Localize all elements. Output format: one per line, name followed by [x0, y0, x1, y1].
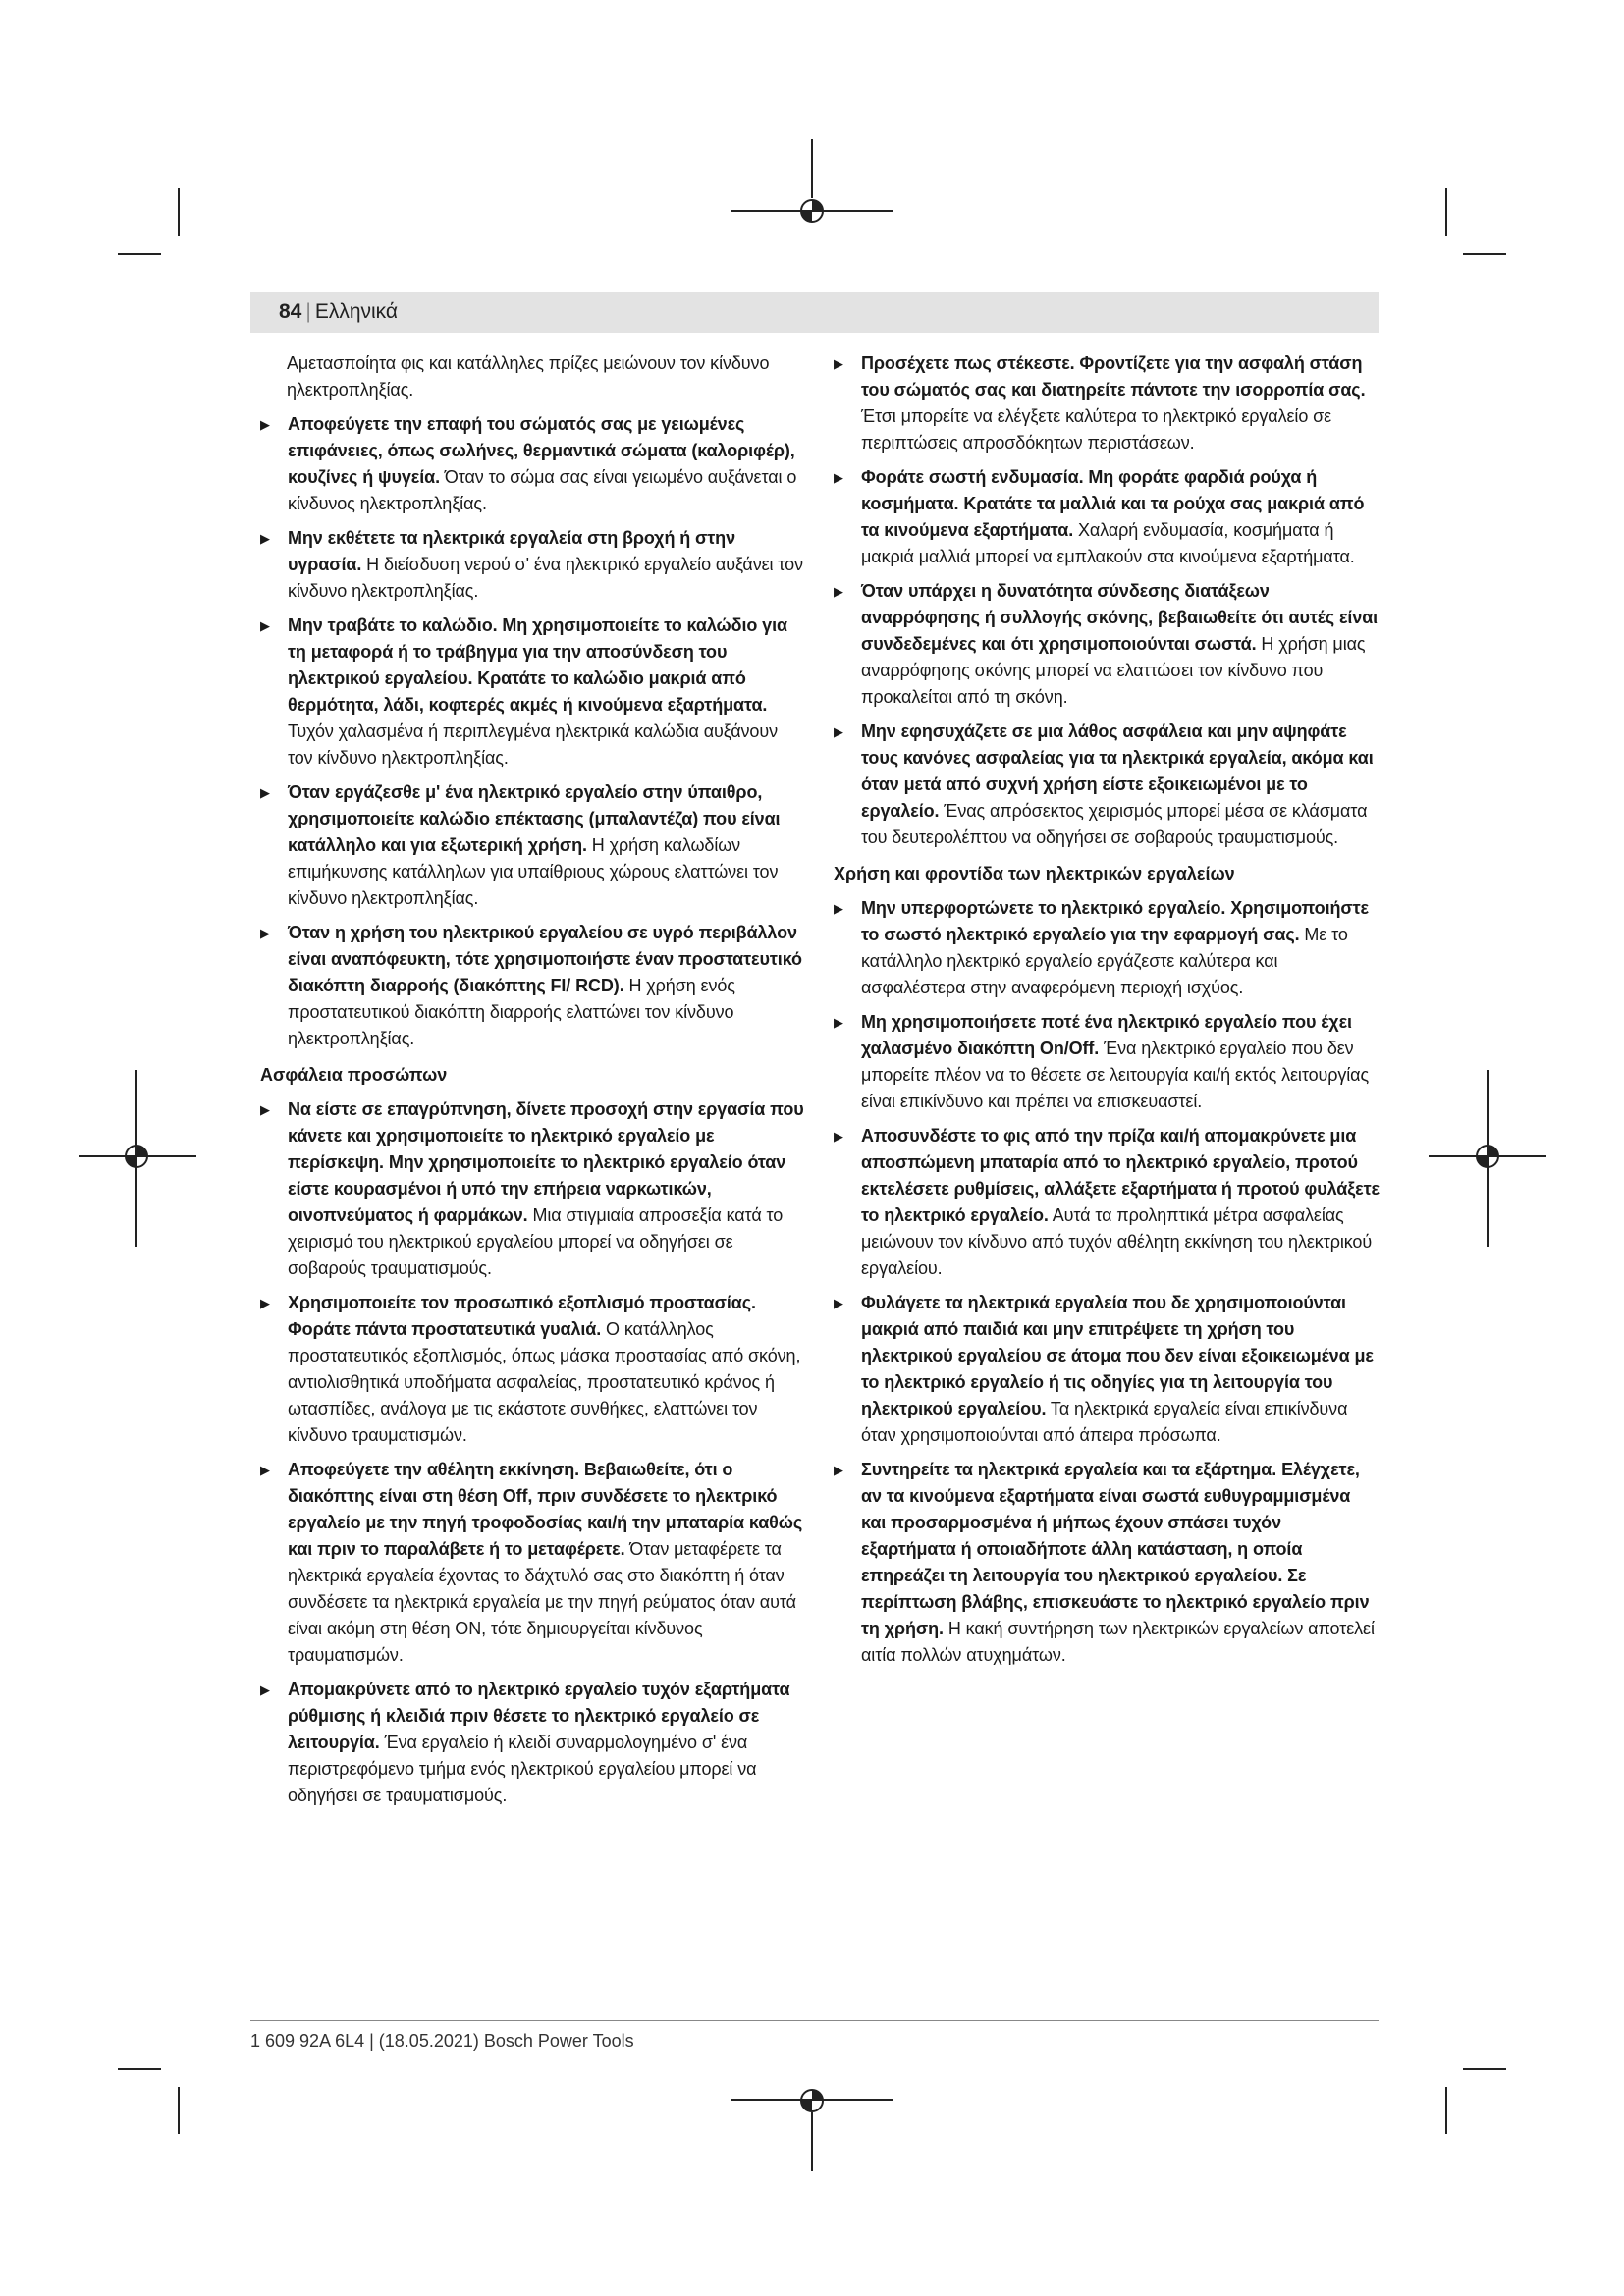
crop-mark	[118, 2068, 161, 2070]
item-bold: Μην εκθέτετε τα ηλεκτρικά εργαλεία στη βροχή ή στην υγρασία.	[288, 528, 735, 574]
bullet-arrow-icon: ▶	[834, 584, 843, 599]
item-text: Μια στιγμιαία απροσεξία κατά το χειρισμό του ηλεκτρικού εργαλείου μπορεί να οδηγήσει σε σοβαρούς τραυματισμούς.	[288, 1205, 784, 1278]
crop-mark	[1445, 2087, 1447, 2134]
header-separator: |	[305, 300, 311, 323]
list-item	[834, 719, 1380, 851]
bullet-arrow-icon: ▶	[834, 356, 843, 371]
bullet-arrow-icon: ▶	[260, 1102, 270, 1117]
bullet-arrow-icon: ▶	[260, 417, 270, 432]
item-bold: Μη χρησιμοποιήσετε ποτέ ένα ηλεκτρικό εργαλείο που έχει χαλασμένο διακόπτη On/Off.	[861, 1012, 1352, 1058]
item-bold: Αποσυνδέστε το φις από την πρίζα και/ή απομακρύνετε μια αποσπώμενη μπαταρία από το ηλεκτρικό εργαλείο, προτού εκτελέσετε ρυθμίσεις, αλλάξετε εξαρτήματα ή προτού φυλάξετε το ηλεκτρικό εργαλείο.	[861, 1126, 1380, 1225]
bullet-arrow-icon: ▶	[834, 901, 843, 916]
item-text: Τα ηλεκτρικά εργαλεία είναι επικίνδυνα όταν χρησιμοποιούνται από άπειρα πρόσωπα.	[861, 1399, 1348, 1445]
item-bold: Φοράτε σωστή ενδυμασία. Μη φοράτε φαρδιά ρούχα ή κοσμήματα. Κρατάτε τα μαλλιά και τα ρούχα σας μακριά από τα κινούμενα εξαρτήματα.	[861, 467, 1365, 540]
item-bold: Όταν η χρήση του ηλεκτρικού εργαλείου σε υγρό περιβάλλον είναι αναπόφευκτη, τότε χρησιμοποιήστε έναν προστατευτικό διακόπτη διαρροής (διακόπτης FI/ RCD).	[288, 923, 802, 995]
bullet-arrow-icon: ▶	[834, 724, 843, 739]
item-bold: Μην υπερφορτώνετε το ηλεκτρικό εργαλείο. Χρησιμοποιήστε το σωστό ηλεκτρικό εργαλείο για την εφαρμογή σας.	[861, 898, 1369, 944]
item-text: Η κακή συντήρηση των ηλεκτρικών εργαλείων αποτελεί αιτία πολλών ατυχημάτων.	[861, 1619, 1375, 1665]
bullet-arrow-icon: ▶	[834, 1129, 843, 1144]
item-bold: Συντηρείτε τα ηλεκτρικά εργαλεία και τα εξάρτημα. Ελέγχετε, αν τα κινούμενα εξαρτήματα είναι σωστά ευθυγραμμισμένα και προσαρμοσμένα ή μήπως έχουν σπάσει τυχόν εξαρτήματα ή οποιαδήποτε άλλη κατάσταση, η οποία επηρεάζει τη λειτουργία του ηλεκτρικού εργαλείου. Σε περίπτωση βλάβης, επισκευάστε το ηλεκτρικό εργαλείο πριν τη χρήση.	[861, 1460, 1370, 1638]
bullet-arrow-icon: ▶	[260, 618, 270, 633]
list-item	[260, 411, 806, 517]
crop-mark	[178, 2087, 180, 2134]
item-text: Τυχόν χαλασμένα ή περιπλεγμένα ηλεκτρικά καλώδια αυξάνουν τον κίνδυνο ηλεκτροπληξίας.	[288, 721, 778, 768]
bullet-arrow-icon: ▶	[260, 531, 270, 546]
item-text: Ο κατάλληλος προστατευτικός εξοπλισμός, όπως μάσκα προστασίας από σκόνη, αντιολισθητικά υποδήματα ασφαλείας, προστατευτικό κράνος ή ωτασπίδες, ανάλογα με τις εκάστοτε συνθήκες, ελαττώνει τον κίνδυνο τραυματισμών.	[288, 1319, 801, 1445]
item-text: Αυτά τα προληπτικά μέτρα ασφαλείας μειώνουν τον κίνδυνο από τυχόν αθέλητη εκκίνηση του ηλεκτρικού εργαλείου.	[861, 1205, 1373, 1278]
bullet-arrow-icon: ▶	[260, 926, 270, 940]
list-item	[260, 1677, 806, 1809]
item-text: Ένα ηλεκτρικό εργαλείο που δεν μπορείτε πλέον να το θέσετε σε λειτουργία και/ή εκτός λειτουργίας είναι επικίνδυνο και πρέπει να επισκευαστεί.	[861, 1039, 1370, 1111]
registration-line	[79, 1155, 196, 1157]
list-item	[834, 464, 1380, 570]
footer-rule	[250, 2020, 1379, 2021]
list-item	[834, 1123, 1380, 1282]
bullet-arrow-icon: ▶	[260, 1296, 270, 1310]
item-text: Η χρήση ενός προστατευτικού διακόπτη διαρροής ελαττώνει τον κίνδυνο ηλεκτροπληξίας.	[288, 976, 735, 1048]
list-item	[834, 895, 1380, 1001]
item-text: Χαλαρή ενδυμασία, κοσμήματα ή μακριά μαλλιά μπορεί να εμπλακούν στα κινούμενα εξαρτήματα.	[861, 520, 1355, 566]
list-item	[834, 1009, 1380, 1115]
item-bold: Όταν υπάρχει η δυνατότητα σύνδεσης διατάξεων αναρρόφησης ή συλλογής σκόνης, βεβαιωθείτε ότι αυτές είναι συνδεδεμένες και ότι χρησιμοποιούνται σωστά.	[861, 581, 1379, 654]
registration-line	[811, 2112, 813, 2171]
item-text: Έτσι μπορείτε να ελέγξετε καλύτερα το ηλεκτρικό εργαλείο σε περιπτώσεις απροσδόκητων περιστάσεων.	[861, 406, 1332, 453]
crop-mark	[178, 188, 180, 236]
page-footer: 1 609 92A 6L4 | (18.05.2021) Bosch Power Tools	[250, 2031, 634, 2051]
item-text: Η χρήση καλωδίων επιμήκυνσης κατάλληλων για υπαίθριους χώρους ελαττώνει τον κίνδυνο ηλεκτροπληξίας.	[288, 835, 779, 908]
intro-paragraph: Αμετασποίητα φις και κατάλληλες πρίζες μειώνουν τον κίνδυνο ηλεκτροπληξίας.	[287, 353, 770, 400]
list-item	[834, 578, 1380, 711]
crop-mark	[1445, 188, 1447, 236]
item-text: Όταν το σώμα σας είναι γειωμένο αυξάνεται ο κίνδυνος ηλεκτροπληξίας.	[288, 467, 797, 513]
list-item	[834, 350, 1380, 456]
page-header	[279, 297, 398, 327]
bullet-arrow-icon: ▶	[834, 470, 843, 485]
bullet-arrow-icon: ▶	[834, 1015, 843, 1030]
item-text: Με το κατάλληλο ηλεκτρικό εργαλείο εργάζεστε καλύτερα και ασφαλέστερα στην αναφερόμενη περιοχή ισχύος.	[861, 925, 1348, 997]
registration-line	[1487, 1070, 1489, 1247]
list-item	[260, 1096, 806, 1282]
registration-line	[1429, 1155, 1546, 1157]
crop-mark	[118, 253, 161, 255]
item-bold: Προσέχετε πως στέκεστε. Φροντίζετε για την ασφαλή στάση του σώματός σας και διατηρείτε πάντοτε την ισορροπία σας.	[861, 353, 1366, 400]
bullet-arrow-icon: ▶	[260, 1463, 270, 1477]
page-language: Ελληνικά	[314, 300, 399, 323]
list-item	[834, 1290, 1380, 1449]
bullet-arrow-icon: ▶	[260, 1682, 270, 1697]
item-text: Όταν μεταφέρετε τα ηλεκτρικά εργαλεία έχοντας το δάχτυλό σας στο διακόπτη ή όταν συνδέσετε τα ηλεκτρικά εργαλεία με την πηγή ρεύματος όταν αυτά είναι ακόμη στη θέση ON, τότε δημιουργείται κίνδυνος τραυματισμών.	[288, 1539, 796, 1665]
item-text: Η διείσδυση νερού σ' ένα ηλεκτρικό εργαλείο αυξάνει τον κίνδυνο ηλεκτροπληξίας.	[288, 555, 803, 601]
left-column	[260, 350, 806, 1817]
registration-mark-icon	[797, 2086, 827, 2115]
registration-line	[135, 1070, 137, 1247]
item-text: Ένας απρόσεκτος χειρισμός μπορεί μέσα σε κλάσματα του δευτερολέπτου να οδηγήσει σε σοβαρούς τραυματισμούς.	[861, 801, 1368, 847]
bullet-arrow-icon: ▶	[260, 785, 270, 800]
item-text: Ένα εργαλείο ή κλειδί συναρμολογημένο σ' ένα περιστρεφόμενο τμήμα ενός ηλεκτρικού εργαλείου μπορεί να οδηγήσει σε τραυματισμούς.	[288, 1733, 757, 1805]
item-bold: Χρησιμοποιείτε τον προσωπικό εξοπλισμό προστασίας. Φοράτε πάντα προστατευτικά γυαλιά.	[288, 1293, 756, 1339]
item-text: Η χρήση μιας αναρρόφησης σκόνης μπορεί να ελαττώσει τον κίνδυνο που προκαλείται από τη σκόνη.	[861, 634, 1366, 707]
item-bold: Να είστε σε επαγρύπνηση, δίνετε προσοχή στην εργασία που κάνετε και χρησιμοποιείτε το ηλεκτρικό εργαλείο με περίσκεψη. Μην χρησιμοποιείτε το ηλεκτρικό εργαλείο όταν είστε κουρασμένοι ή υπό την επήρεια ναρκωτικών, οινοπνεύματος ή φαρμάκων.	[288, 1099, 804, 1225]
list-item	[260, 525, 806, 605]
right-column	[834, 350, 1380, 1677]
item-bold: Μην εφησυχάζετε σε μια λάθος ασφάλεια και μην αψηφάτε τους κανόνες ασφαλείας για τα ηλεκτρικά εργαλεία, ακόμα και όταν μετά από συχνή χρήση είστε εξοικειωμένοι με το εργαλείο.	[861, 721, 1374, 821]
bullet-arrow-icon: ▶	[834, 1463, 843, 1477]
item-bold: Φυλάγετε τα ηλεκτρικά εργαλεία που δε χρησιμοποιούνται μακριά από παιδιά και μην επιτρέψετε τη χρήση του ηλεκτρικού εργαλείου σε άτομα που δεν είναι εξοικειωμένα με το ηλεκτρικό εργαλείο ή τις οδηγίες για τη λειτουργία του ηλεκτρικού εργαλείου.	[861, 1293, 1374, 1418]
page-header-bar	[250, 292, 1379, 333]
section-heading: Ασφάλεια προσώπων	[260, 1065, 448, 1085]
registration-line	[731, 210, 893, 212]
section-heading: Χρήση και φροντίδα των ηλεκτρικών εργαλείων	[834, 864, 1235, 883]
crop-mark	[1463, 2068, 1506, 2070]
item-bold: Αποφεύγετε την αθέλητη εκκίνηση. Βεβαιωθείτε, ότι ο διακόπτης είναι στη θέση Off, πριν συνδέσετε το ηλεκτρικό εργαλείο με την πηγή τροφοδοσίας και/ή την μπαταρία καθώς και πριν το παραλάβετε ή το μεταφέρετε.	[288, 1460, 803, 1559]
item-bold: Αποφεύγετε την επαφή του σώματός σας με γειωμένες επιφάνειες, όπως σωλήνες, θερμαντικά σώματα (καλοριφέρ), κουζίνες ή ψυγεία.	[288, 414, 795, 487]
registration-line	[731, 2099, 893, 2101]
crop-mark	[1463, 253, 1506, 255]
list-item	[260, 1290, 806, 1449]
list-item	[834, 1457, 1380, 1669]
list-item	[260, 779, 806, 912]
item-bold: Όταν εργάζεσθε μ' ένα ηλεκτρικό εργαλείο στην ύπαιθρο, χρησιμοποιείτε καλώδιο επέκτασης (μπαλαντέζα) που είναι κατάλληλο και για εξωτερική χρήση.	[288, 782, 781, 855]
bullet-arrow-icon: ▶	[834, 1296, 843, 1310]
list-item	[260, 920, 806, 1052]
page-number: 84	[279, 300, 302, 323]
list-item	[260, 613, 806, 772]
item-bold: Απομακρύνετε από το ηλεκτρικό εργαλείο τυχόν εξαρτήματα ρύθμισης ή κλειδιά πριν θέσετε το ηλεκτρικό εργαλείο σε λειτουργία.	[288, 1680, 790, 1752]
list-item	[260, 1457, 806, 1669]
item-bold: Μην τραβάτε το καλώδιο. Μη χρησιμοποιείτε το καλώδιο για τη μεταφορά ή το τράβηγμα για την αποσύνδεση του ηλεκτρικού εργαλείου. Κρατάτε το καλώδιο μακριά από θερμότητα, λάδι, κοφτερές ακμές ή κινούμενα εξαρτήματα.	[288, 615, 787, 715]
registration-line	[811, 139, 813, 198]
